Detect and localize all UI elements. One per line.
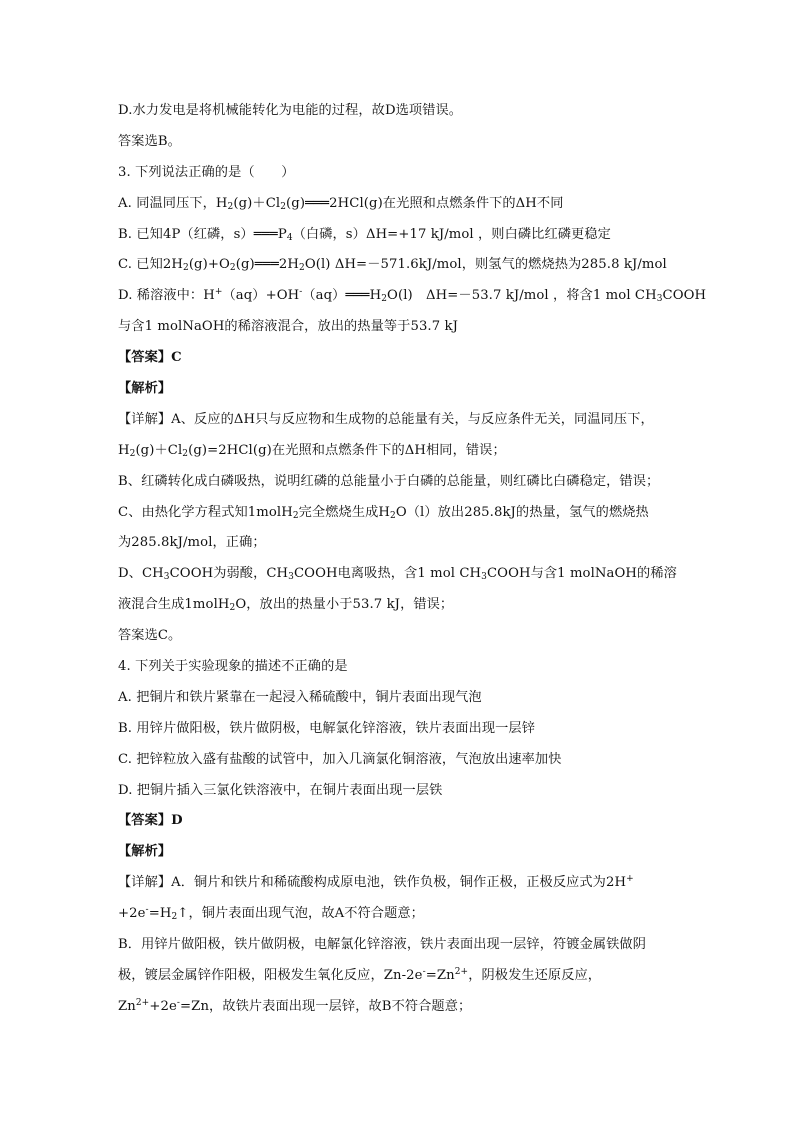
document-page [118,96,707,1023]
text-line: B、红磷转化成白磷吸热，说明红磷的总能量小于白磷的总能量，则红磷比白磷稳定，错误； [118,473,660,489]
text-line: B. 已知4P（红磷，$s)═══P_4$（白磷，s）ΔH=+17 kJ/mol ，则白磷比红磷更稳定 [118,226,611,243]
text-line: C、由热化学方程式知1molH$_2$完全燃烧生成$H_2O(l)$放出285.8kJ的热量，氢气的燃烧热 [118,504,649,521]
text-line: 【详解】A．铜片和铁片和稀硫酸构成原电池，铁作负极，铜作正极，正极反应式为2H+ [118,874,634,891]
section-label: 【答案】C [118,350,182,366]
text-line: C. 已知$2H_2(g)+O_2(g)═══2H_2O(l)$ ΔH=－571.6kJ/mol，则氢气的燃烧热为285.8 kJ/mol [118,257,667,274]
text-line: 液混合生成1molH$_2$O，放出的热量小于53.7 kJ，错误； [118,597,454,614]
text-line: 为285.8kJ/mol，正确； [118,535,266,551]
text-line: D、$CH_3COOH$为弱酸，$CH_3COOH$电离吸热，含1 mol $CH_3COOH$与含1 molNaOH的稀溶 [118,566,677,583]
text-line: 【详解】A、反应的ΔH只与反应物和生成物的总能量有关，与反应条件无关，同温同压下， [118,411,654,427]
text-line: D. 稀溶液中：$H^+(aq)+OH^-(aq)═══H_2O(l)$ ΔH=－53.7 kJ/mol ，将含1 mol $CH_3COOH$ [118,287,707,305]
text-line: B. 用锌片做阳极，铁片做阴极，电解氯化锌溶液，铁片表面出现一层锌 [118,720,535,736]
text-line: 与含1 molNaOH的稀溶液混合，放出的热量等于53.7 kJ [118,319,458,335]
text-line: A. 把铜片和铁片紧靠在一起浸入稀硫酸中，铜片表面出现气泡 [118,689,482,705]
text-line: D.水力发电是将机械能转化为电能的过程，故D选项错误。 [118,103,463,118]
text-line: A. 同温同压下，$H_2(g)+Cl_2(g)═══2HCl(g)$在光照和点燃条件下的ΔH不同 [118,195,564,212]
text-line: $H_2(g)+Cl_2(g)=2HCl(g)$在光照和点燃条件下的ΔH相同，错误； [118,442,506,459]
text-line: $+2e^-=H_2↑$，铜片表面出现气泡，故A不符合题意； [118,905,424,923]
text-line: 3. 下列说法正确的是（ ） [118,164,295,180]
text-line: D. 把铜片插入三氯化铁溶液中，在铜片表面出现一层铁 [118,782,443,798]
text-line: 4. 下列关于实验现象的描述不正确的是 [118,659,348,675]
text-line: 答案选B。 [118,133,181,149]
text-line: $Zn^{2+}+2e^-=Zn$，故铁片表面出现一层锌，故B不符合题意； [118,997,472,1014]
section-label: 【解析】 [118,381,172,397]
text-line: 答案选C。 [118,628,182,644]
section-label: 【答案】D [118,813,183,829]
text-line: C. 把锌粒放入盛有盐酸的试管中，加入几滴氯化铜溶液，气泡放出速率加快 [118,751,562,767]
text-line: B．用锌片做阳极，铁片做阴极，电解氯化锌溶液，铁片表面出现一层锌，符镀金属铁做阴 [118,937,646,953]
section-label: 【解析】 [118,844,172,860]
text-line: 极，镀层金属锌作阳极，阳极发生氧化反应，$Zn-2e^-=Zn^{2+}$，阴极发生还原反应， [118,966,602,983]
